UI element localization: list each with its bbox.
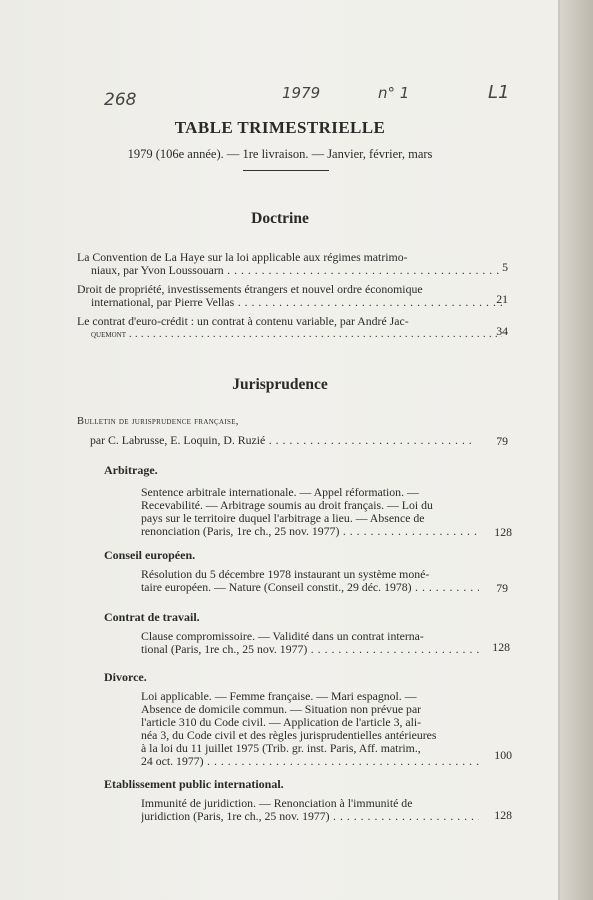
entry-line-last [141,810,479,823]
entry-text: renonciation (Paris, 1re ch., 25 nov. 1977) [141,525,340,538]
category-page-number: 100 [494,748,512,762]
leader-dots [204,755,479,768]
handwritten-mark: L1 [488,82,510,103]
category-heading: Arbitrage. [104,463,158,477]
doctrine-page-number: 21 [496,292,508,306]
bulletin-authors: par C. Labrusse, E. Loquin, D. Ruzié [90,434,266,447]
bulletin-title: Bulletin de jurisprudence française, [77,416,239,427]
category-page-number: 128 [494,808,512,822]
entry-line: Sentence arbitrale internationale. — Appel réformation. — [141,486,419,499]
entry-line: Résolution du 5 décembre 1978 instaurant un système moné- [141,568,430,581]
entry-line: pays sur le territoire duquel l'arbitrage a lieu. — Absence de [141,512,425,525]
category-heading: Etablissement public international. [104,777,284,791]
entry-line: Absence de domicile commun. — Situation non prévue par [141,703,422,716]
page-subtitle: 1979 (106e année). — 1re livraison. — Janvier, février, mars [127,147,433,161]
handwritten-number: 268 [104,90,137,110]
category-page-number: 128 [494,525,512,539]
bulletin-authors-line [90,434,475,447]
entry-line: à la loi du 11 juillet 1975 (Trib. gr. inst. Paris, Aff. matrim., [141,742,421,755]
category-heading: Divorce. [104,670,147,684]
category-entry [141,630,479,656]
entry-line: Loi applicable. — Femme française. — Mari espagnol. — [141,690,417,703]
bulletin-page-number: 79 [496,434,508,448]
entry-text: niaux, par Yvon Loussouarn [91,264,224,277]
doctrine-entry [77,283,502,309]
leader-dots [307,643,479,656]
entry-text: 24 oct. 1977) [141,755,204,768]
entry-line-last [77,264,502,277]
page-edge [560,0,593,900]
entry-line: néa 3, du Code civil et des règles jurisprudentielles antérieures [141,729,437,742]
entry-line: l'article 310 du Code civil. — Application de l'article 3, ali- [141,716,422,729]
category-entry [141,486,479,538]
leader-dots [234,296,502,309]
category-entry [141,797,479,823]
entry-text: juridiction (Paris, 1re ch., 25 nov. 1977) [141,810,330,823]
entry-line-last [141,525,479,538]
entry-line-last [141,581,479,594]
leader-dots [339,525,479,538]
entry-line-last [141,643,479,656]
entry-line-last [77,296,502,309]
category-heading: Conseil européen. [104,548,196,562]
page-title: TABLE TRIMESTRIELLE [174,118,386,137]
entry-line: Clause compromissoire. — Validité dans un contrat interna- [141,630,424,643]
category-page-number: 128 [492,640,510,654]
entry-line-last [90,434,475,447]
entry-line: Le contrat d'euro-crédit : un contrat à contenu variable, par André Jac- [77,315,409,328]
category-entry [141,568,479,594]
entry-text: tional (Paris, 1re ch., 25 nov. 1977) [141,643,308,656]
leader-dots [330,810,479,823]
entry-line-last [77,328,502,341]
section-heading-jurisprudence: Jurisprudence [232,376,328,393]
category-page-number: 79 [496,581,508,595]
handwritten-year: 1979 [282,84,321,102]
leader-dots [224,264,502,277]
category-heading: Contrat de travail. [104,610,200,624]
handwritten-issue: n° 1 [378,84,410,102]
entry-text: international, par Pierre Vellas [91,296,235,309]
entry-line: Recevabilité. — Arbitrage soumis au droit français. — Loi du [141,499,433,512]
entry-line: Immunité de juridiction. — Renonciation à l'immunité de [141,797,413,810]
leader-dots [126,329,502,340]
doctrine-entry [77,315,502,341]
entry-text: taire européen. — Nature (Conseil constit., 29 déc. 1978) [141,581,412,594]
doctrine-page-number: 5 [502,260,508,274]
entry-line: La Convention de La Haye sur la loi applicable aux régimes matrimo- [77,251,408,264]
leader-dots [265,434,475,447]
title-rule [243,170,329,171]
doctrine-entry [77,251,502,277]
entry-line: Droit de propriété, investissements étrangers et nouvel ordre économique [77,283,423,296]
leader-dots [412,581,479,594]
section-heading-doctrine: Doctrine [251,210,309,227]
entry-line-last [141,755,479,768]
doctrine-page-number: 34 [496,324,508,338]
category-entry [141,690,479,768]
entry-text: quemont [91,329,126,340]
